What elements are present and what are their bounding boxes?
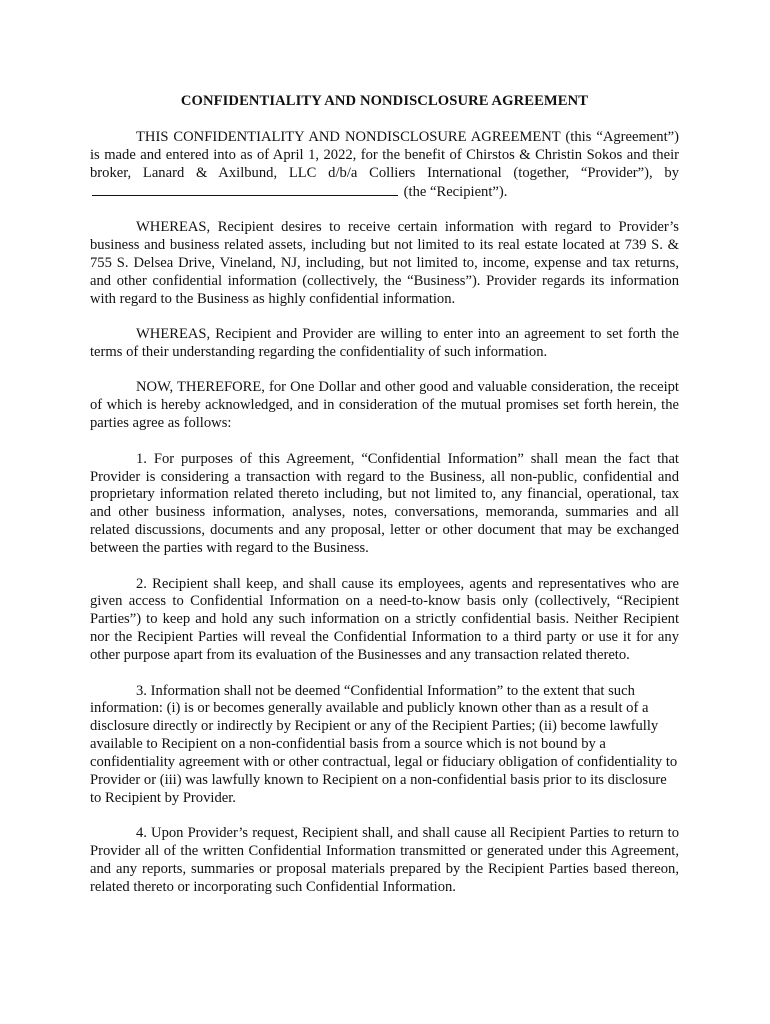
whereas-paragraph-1: WHEREAS, Recipient desires to receive certain information with regard to Provider’s business and business related assets, including but not limited to its real estate located at 739 S. & 755 S. Delsea Drive, Vineland, NJ, including, but not limited to, income, expense and tax returns, and other confidential information (collectively, the “Business”). Provider regards its information with regard to the Business as highly confidential information. bbox=[90, 219, 679, 307]
intro-text: THIS CONFIDENTIALITY AND NONDISCLOSURE AGREEMENT (this “Agreement”) is made and entered into as of April 1, 2022, for the benefit of Chirstos & Christin Sokos and their broker, Lanard & Axilbund, LLC d/b/a Colliers International (together, “Provider”), by bbox=[90, 128, 679, 181]
clause-3-paragraph: 3. Information shall not be deemed “Confidential Information” to the extent that such information: (i) is or becomes generally available and publicly known other than as a result of a disclosure directly or indirectly by Recipient or any of the Recipient Parties; (ii) become lawfully available to Recipient on a non-confidential basis from a source which is not bound by a confidentiality agreement with or other contractual, legal or fiduciary obligation of confidentiality to Provider or (iii) was lawfully known to Recipient on a non-confidential basis prior to its disclosure to Recipient by Provider. bbox=[90, 682, 678, 806]
clause-4-paragraph: 4. Upon Provider’s request, Recipient shall, and shall cause all Recipient Parties to return to Provider all of the written Confidential Information transmitted or generated under this Agreement, and any reports, summaries or proposal materials prepared by the Recipient Parties based thereon, related thereto or incorporating such Confidential Information. bbox=[90, 825, 679, 896]
clause-2-paragraph: 2. Recipient shall keep, and shall cause its employees, agents and representatives who are given access to Confidential Information on a need-to-know basis only (collectively, “Recipient Parties”) to keep and hold any such information on a strictly confidential basis. Neither Recipient nor the Recipient Parties will reveal the Confidential Information to a third party or use it for any other purpose apart from its evaluation of the Businesses and any transaction related thereto. bbox=[90, 575, 679, 664]
clause-1-paragraph: 1. For purposes of this Agreement, “Confidential Information” shall mean the fact that Provider is considering a transaction with regard to the Business, all non-public, confidential and proprietary information related thereto including, but not limited to, any financial, operational, tax and other business information, analyses, notes, conversations, memoranda, summaries and all related discussions, documents and any proposal, letter or other document that may be exchanged between the parties with regard to the Business. bbox=[90, 450, 679, 557]
whereas-paragraph-2: WHEREAS, Recipient and Provider are willing to enter into an agreement to set forth the terms of their understanding regarding the confidentiality of such information. bbox=[90, 326, 679, 360]
intro-paragraph bbox=[90, 129, 679, 202]
now-therefore-paragraph: NOW, THEREFORE, for One Dollar and other good and valuable consideration, the receipt of which is hereby acknowledged, and in consideration of the mutual promises set forth herein, the parties agree as follows: bbox=[90, 379, 679, 432]
document-page bbox=[90, 93, 679, 915]
recipient-name-blank[interactable] bbox=[92, 183, 398, 196]
document-title: CONFIDENTIALITY AND NONDISCLOSURE AGREEMENT bbox=[180, 93, 589, 109]
intro-text-end: (the “Recipient”). bbox=[403, 183, 508, 200]
